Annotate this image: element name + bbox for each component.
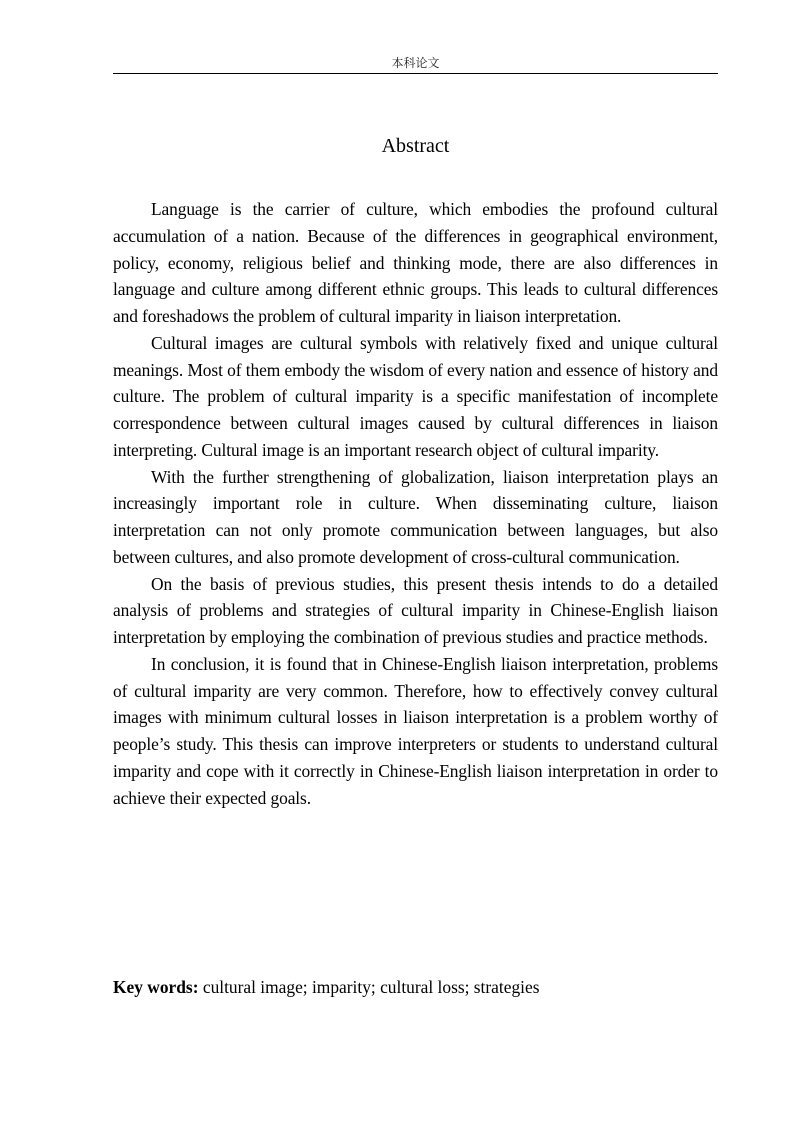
- keywords-text: cultural image; imparity; cultural loss; strategies: [198, 977, 540, 997]
- running-header: 本科论文: [391, 56, 440, 70]
- abstract-body: [113, 196, 718, 811]
- abstract-paragraph: On the basis of previous studies, this present thesis intends to do a detailed analysis of problems and strategies of cultural imparity in Chinese-English liaison interpretation by employing the combination of previous studies and practice methods.: [113, 573, 718, 647]
- abstract-title: Abstract: [381, 135, 450, 157]
- abstract-paragraph: With the further strengthening of globalization, liaison interpretation plays an increasingly important role in culture. When disseminating culture, liaison interpretation can not only promote communication between languages, but also between cultures, and also promote development of cross-cultural communication.: [113, 466, 718, 567]
- abstract-paragraph: In conclusion, it is found that in Chinese-English liaison interpretation, problems of cultural imparity are very common. Therefore, how to effectively convey cultural images with minimum cultural losses in liaison interpretation is a problem worthy of people’s study. This thesis can improve interpreters or students to understand cultural imparity and cope with it correctly in Chinese-English liaison interpretation in order to achieve their expected goals.: [113, 653, 718, 808]
- abstract-paragraph: Cultural images are cultural symbols with relatively fixed and unique cultural meanings. Most of them embody the wisdom of every nation and essence of history and culture. The problem of cultural imparity is a specific manifestation of incomplete correspondence between cultural images caused by cultural differences in liaison interpreting. Cultural image is an important research object of cultural imparity.: [113, 332, 718, 460]
- keywords-label: Key words:: [113, 977, 199, 997]
- header-divider: [113, 73, 718, 74]
- abstract-paragraph: Language is the carrier of culture, which embodies the profound cultural accumulation of a nation. Because of the differences in geographical environment, policy, economy, religious belief and thinking mode, there are also differences in language and culture among different ethnic groups. This leads to cultural differences and foreshadows the problem of cultural imparity in liaison interpretation.: [113, 199, 718, 326]
- keywords-line: [113, 974, 718, 1000]
